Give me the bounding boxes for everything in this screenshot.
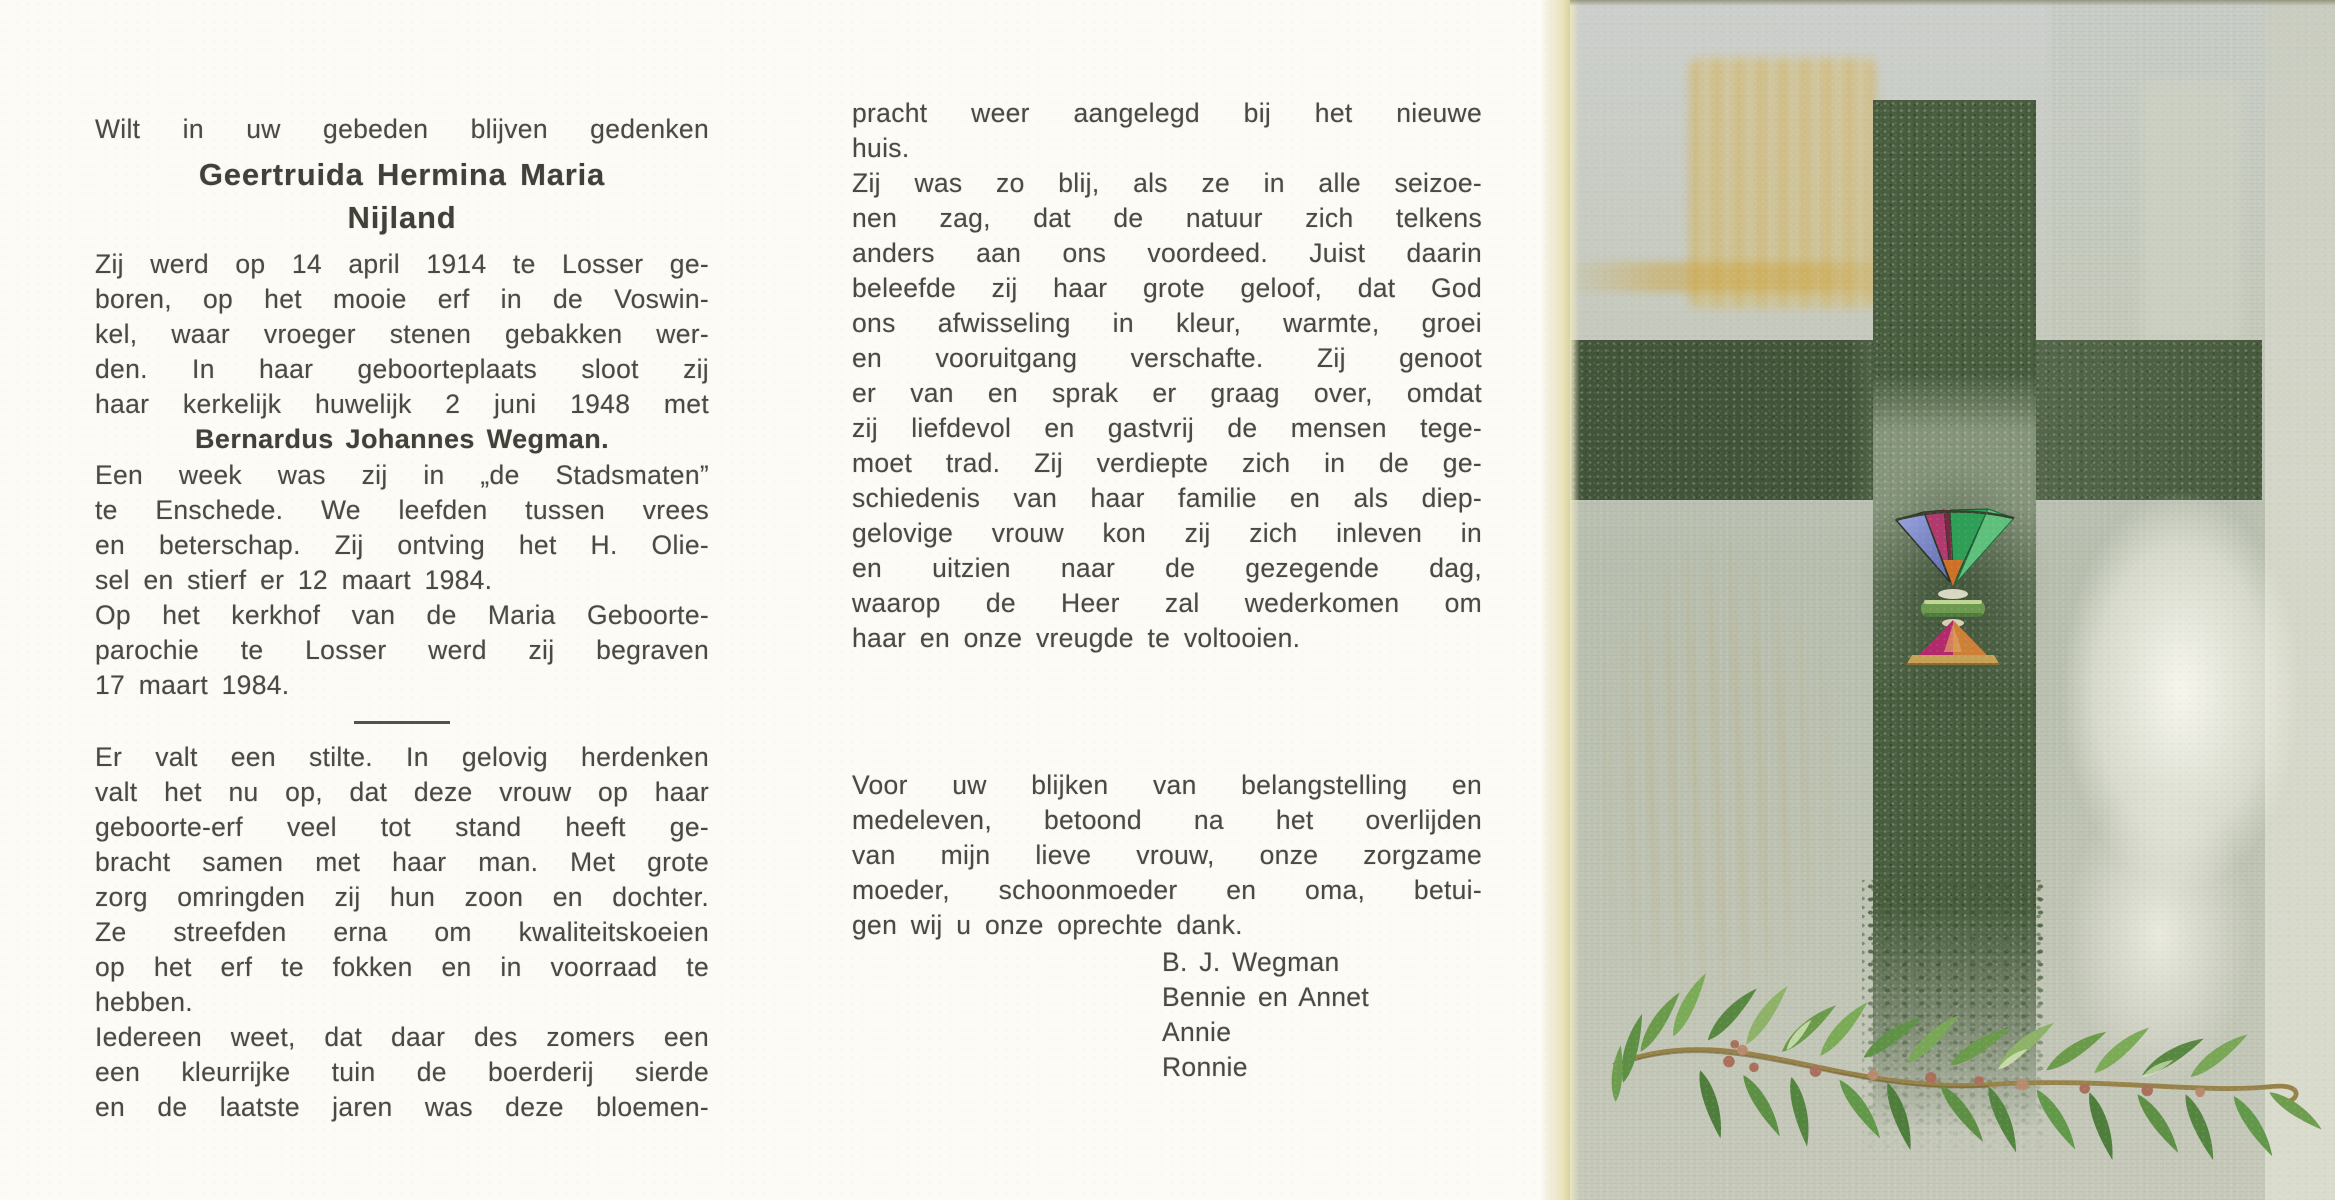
text-line: parochie te Losser werd zij begraven [95, 635, 709, 665]
text-line: pracht weer aangelegd bij het nieuwe [852, 98, 1482, 128]
text-block [95, 1020, 709, 1125]
text-line: en beterschap. Zij ontving het H. Olie- [95, 530, 709, 560]
text-line: den. In haar geboorteplaats sloot zij [95, 354, 709, 384]
text-line: haar en onze vreugde te voltooien. [852, 623, 1301, 653]
text-line: Bennie en Annet [1162, 982, 1370, 1012]
text-line: Op het kerkhof van de Maria Geboorte- [95, 600, 709, 630]
text-line: schiedenis van haar familie en als diep- [852, 483, 1482, 513]
text-line: een kleurrijke tuin de boerderij sierde [95, 1057, 709, 1087]
text-block [95, 112, 709, 147]
text-line: kel, waar vroeger stenen gebakken wer- [95, 319, 709, 349]
text-line: Iedereen weet, dat daar des zomers een [95, 1022, 709, 1052]
text-line: ons afwisseling in kleur, warmte, groei [852, 308, 1482, 338]
text-line: valt het nu op, dat deze vrouw op haar [95, 777, 709, 807]
text-line: B. J. Wegman [1162, 947, 1340, 977]
text-line: Wilt in uw gebeden blijven gedenken [95, 114, 709, 144]
text-line: moeder, schoonmoeder en oma, betui- [852, 875, 1482, 905]
paper-bottom-edge [0, 1184, 1552, 1200]
text-line: Nijland [347, 200, 457, 235]
text-line: Ze streefden erna om kwaliteitskoeien [95, 917, 709, 947]
text-block [95, 458, 709, 703]
text-line: moet trad. Zij verdiepte zich in de ge- [852, 448, 1482, 478]
memorial-painting [1570, 0, 2335, 1200]
text-line: Een week was zij in „de Stadsmaten” [95, 460, 709, 490]
text-line: en de laatste jaren was deze bloemen- [95, 1092, 709, 1122]
divider-rule [354, 721, 450, 724]
text-line: huis. [852, 133, 910, 163]
text-line: hebben. [95, 987, 193, 1017]
signature-block [852, 945, 1482, 1085]
text-line: Zij was zo blij, als ze in alle seizoe- [852, 168, 1482, 198]
text-block [95, 422, 709, 457]
text-line: gelovige vrouw kon zij zich inleven in [852, 518, 1482, 548]
text-line: Voor uw blijken van belangstelling en [852, 770, 1482, 800]
text-line: Bernardus Johannes Wegman. [195, 424, 609, 454]
text-line: gen wij u onze oprechte dank. [852, 910, 1243, 940]
text-line: Ronnie [1162, 1052, 1248, 1082]
text-line: haar kerkelijk huwelijk 2 juni 1948 met [95, 389, 709, 419]
text-line: van mijn lieve vrouw, onze zorgzame [852, 840, 1482, 870]
text-line: er van en sprak er graag over, omdat [852, 378, 1482, 408]
text-line: nen zag, dat de natuur zich telkens [852, 203, 1482, 233]
text-line: waarop de Heer zal wederkomen om [852, 588, 1482, 618]
text-line: beleefde zij haar grote geloof, dat God [852, 273, 1482, 303]
text-line: op het erf te fokken en in voorraad te [95, 952, 709, 982]
text-block [95, 247, 709, 422]
text-line: zorg omringden zij hun zoon en dochter. [95, 882, 709, 912]
text-column-left [95, 112, 709, 1125]
painting-grain [1570, 0, 2335, 1200]
text-line: 17 maart 1984. [95, 670, 290, 700]
card-fold-edge [1540, 0, 1570, 1200]
text-block [95, 740, 709, 1020]
text-block [852, 96, 1482, 166]
text-line: Geertruida Hermina Maria [198, 157, 606, 192]
text-block [95, 153, 709, 239]
text-line: bracht samen met haar man. Met grote [95, 847, 709, 877]
text-line: sel en stierf er 12 maart 1984. [95, 565, 493, 595]
text-line: anders aan ons voordeed. Juist daarin [852, 238, 1482, 268]
text-line: en vooruitgang verschafte. Zij genoot [852, 343, 1482, 373]
text-line: Er valt een stilte. In gelovig herdenken [95, 742, 709, 772]
text-block [852, 166, 1482, 656]
text-line: te Enschede. We leefden tussen vrees [95, 495, 709, 525]
text-line: Annie [1162, 1017, 1232, 1047]
text-column-middle [852, 96, 1482, 1085]
text-line: en uitzien naar de gezegende dag, [852, 553, 1482, 583]
text-line: medeleven, betoond na het overlijden [852, 805, 1482, 835]
text-line: geboorte-erf veel tot stand heeft ge- [95, 812, 709, 842]
text-line: zij liefdevol en gastvrij de mensen tege- [852, 413, 1482, 443]
text-line: Zij werd op 14 april 1914 te Losser ge- [95, 249, 709, 279]
text-block [852, 768, 1482, 943]
text-line: boren, op het mooie erf in de Voswin- [95, 284, 709, 314]
